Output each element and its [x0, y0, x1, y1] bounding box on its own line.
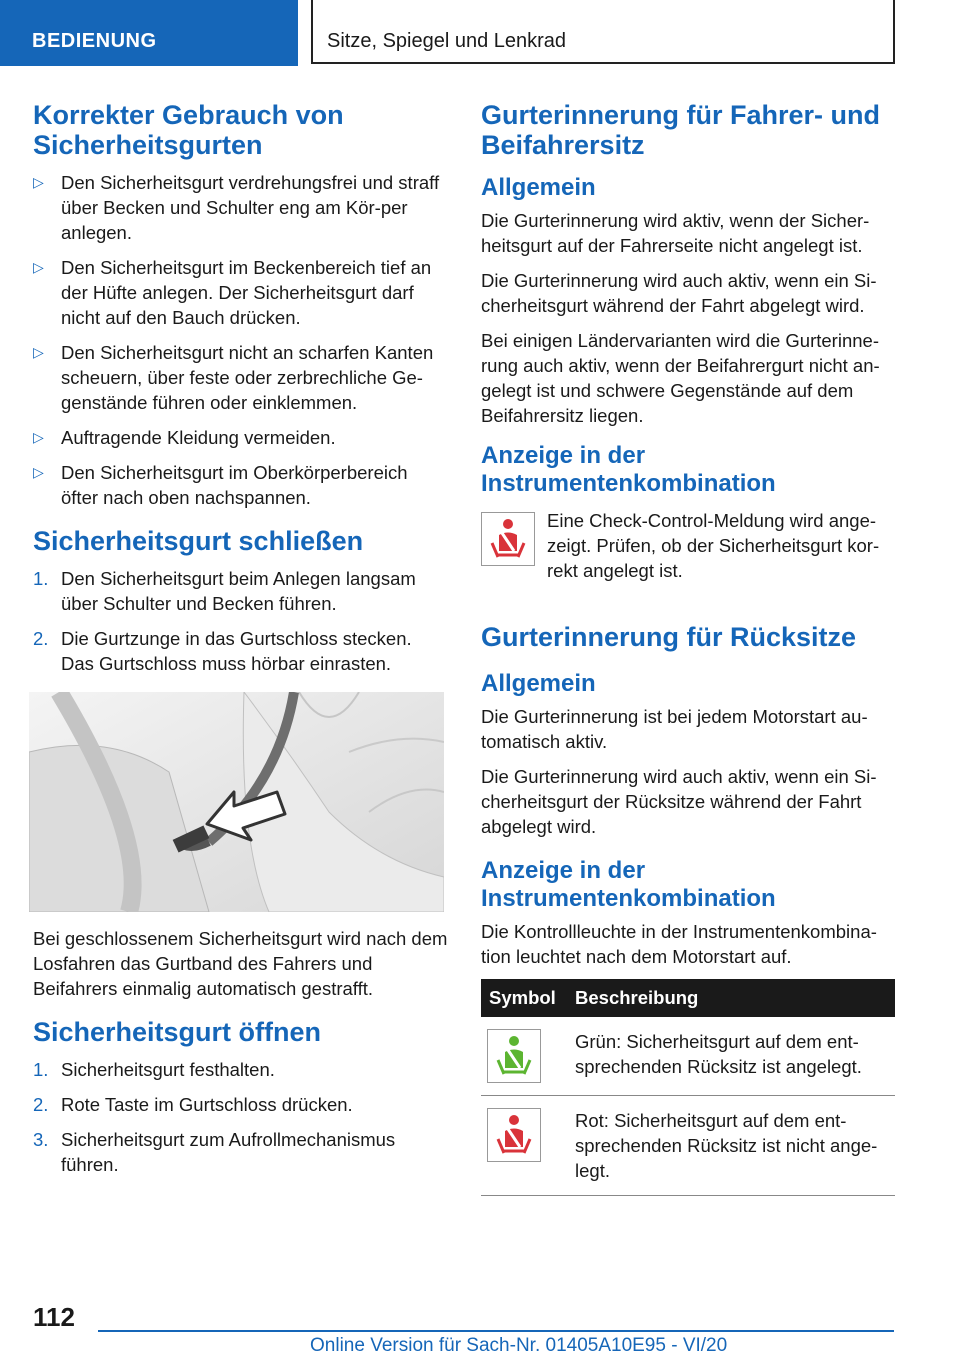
- step-number: 3.: [33, 1129, 49, 1150]
- step-number: 2.: [33, 628, 49, 649]
- list-item: [33, 1092, 448, 1117]
- table-header-row: [481, 979, 895, 1017]
- list-item: [33, 255, 448, 330]
- heading-front-reminder: Gurterinnerung für Fahrer- und Beifahrersitz: [481, 100, 881, 160]
- front-display-row: [481, 508, 896, 600]
- heading-close-belt: Sicherheitsgurt schließen: [33, 526, 364, 556]
- table-row: [481, 1096, 895, 1196]
- bullet-triangle-icon: ▷: [33, 344, 44, 360]
- close-steps-list: [33, 566, 448, 676]
- heading-correct-use: Korrekter Gebrauch von Sicherheitsgurten: [33, 100, 344, 160]
- table-header-description: Beschreibung: [567, 979, 895, 1017]
- correct-use-list: [33, 170, 448, 510]
- seatbelt-warning-icon: [481, 512, 535, 566]
- seatbelt-warning-icon: [487, 1108, 541, 1162]
- bullet-triangle-icon: ▷: [33, 464, 44, 480]
- step-number: 1.: [33, 568, 49, 589]
- seatbelt-buckle-photo: [29, 692, 444, 912]
- list-item: [33, 1057, 448, 1082]
- list-item-text: Den Sicherheitsgurt im Oberkörperbereich öfter nach oben nachspannen.: [61, 462, 408, 508]
- bullet-triangle-icon: ▷: [33, 174, 44, 190]
- subheading-display: Anzeige in der Instrumentenkombination: [481, 857, 776, 912]
- symbol-table: [481, 979, 895, 1196]
- step-number: 2.: [33, 1094, 49, 1115]
- table-cell-symbol: [481, 1096, 567, 1196]
- step-number: 1.: [33, 1059, 49, 1080]
- list-item-text: Rote Taste im Gurtschloss drücken.: [61, 1094, 353, 1115]
- left-column: [33, 100, 448, 1193]
- subheading-general: Allgemein: [481, 174, 596, 201]
- list-item: [33, 460, 448, 510]
- list-item: [33, 425, 448, 450]
- list-item-text: Den Sicherheitsgurt beim Anlegen langsam über Schulter und Becken führen.: [61, 568, 416, 614]
- list-item-text: Den Sicherheitsgurt nicht an scharfen Kanten scheuern, über feste oder zerbrechliche Ge-genstände führen oder einklemmen.: [61, 342, 434, 413]
- paragraph: Die Kontrollleuchte in der Instrumentenkombina-tion leuchtet nach dem Motorstart auf.: [481, 921, 877, 967]
- seatbelt-fastened-icon: [487, 1029, 541, 1083]
- header-chapter-box: [311, 0, 895, 64]
- list-item: [33, 566, 448, 616]
- paragraph: Die Gurterinnerung wird auch aktiv, wenn ein Si-cherheitsgurt der Rücksitze während der Fahrt abgelegt wird.: [481, 766, 877, 837]
- list-item-text: Den Sicherheitsgurt verdrehungsfrei und straff über Becken und Schulter eng am Kör-per anlegen.: [61, 172, 440, 243]
- list-item: [33, 170, 448, 245]
- header-section-tab: [0, 0, 298, 66]
- list-item-text: Sicherheitsgurt festhalten.: [61, 1059, 275, 1080]
- bullet-triangle-icon: ▷: [33, 259, 44, 275]
- list-item: [33, 1127, 448, 1177]
- front-display-text: Eine Check-Control-Meldung wird ange-zeigt. Prüfen, ob der Sicherheitsgurt kor-rekt angelegt ist.: [547, 510, 880, 581]
- open-steps-list: [33, 1057, 448, 1177]
- heading-open-belt: Sicherheitsgurt öffnen: [33, 1017, 322, 1047]
- heading-rear-reminder: Gurterinnerung für Rücksitze: [481, 622, 857, 652]
- bullet-triangle-icon: ▷: [33, 429, 44, 445]
- list-item-text: Die Gurtzunge in das Gurtschloss stecken. Das Gurtschloss muss hörbar einrasten.: [61, 628, 412, 674]
- table-cell-description: Rot: Sicherheitsgurt auf dem ent-sprechenden Rücksitz ist nicht ange-legt.: [567, 1096, 895, 1196]
- subheading-general: Allgemein: [481, 670, 596, 697]
- page-number: 112: [33, 1302, 75, 1332]
- paragraph: Die Gurterinnerung ist bei jedem Motorstart au-tomatisch aktiv.: [481, 706, 868, 752]
- footer-text: Online Version für Sach-Nr. 01405A10E95 - VI/20: [310, 1335, 728, 1356]
- footer-divider: [98, 1330, 894, 1332]
- list-item-text: Sicherheitsgurt zum Aufrollmechanismus führen.: [61, 1129, 396, 1175]
- subheading-display: Anzeige in der Instrumentenkombination: [481, 442, 776, 497]
- list-item-text: Auftragende Kleidung vermeiden.: [61, 427, 336, 448]
- paragraph: Die Gurterinnerung wird auch aktiv, wenn ein Si-cherheitsgurt während der Fahrt abgelegt wird.: [481, 270, 877, 316]
- right-column: [481, 100, 896, 1196]
- close-note: Bei geschlossenem Sicherheitsgurt wird nach dem Losfahren das Gurtband des Fahrers und Beifahrers einmalig automatisch gestrafft.: [33, 928, 448, 999]
- header-section-label: BEDIENUNG: [32, 30, 157, 52]
- table-header-symbol: Symbol: [481, 979, 567, 1017]
- paragraph: Die Gurterinnerung wird aktiv, wenn der Sicher-heitsgurt auf der Fahrerseite nicht angelegt ist.: [481, 210, 870, 256]
- header-chapter-label: Sitze, Spiegel und Lenkrad: [327, 30, 567, 52]
- list-item-text: Den Sicherheitsgurt im Beckenbereich tief an der Hüfte anlegen. Der Sicherheitsgurt darf nicht auf den Bauch drücken.: [61, 257, 432, 328]
- table-cell-description: Grün: Sicherheitsgurt auf dem ent-sprechenden Rücksitz ist angelegt.: [567, 1017, 895, 1096]
- list-item: [33, 626, 448, 676]
- table-cell-symbol: [481, 1017, 567, 1096]
- table-row: [481, 1017, 895, 1096]
- list-item: [33, 340, 448, 415]
- paragraph: Bei einigen Ländervarianten wird die Gurterinne-rung auch aktiv, wenn der Beifahrergurt nicht an-gelegt ist und schwere Gegenstände auf dem Beifahrersitz liegen.: [481, 330, 880, 426]
